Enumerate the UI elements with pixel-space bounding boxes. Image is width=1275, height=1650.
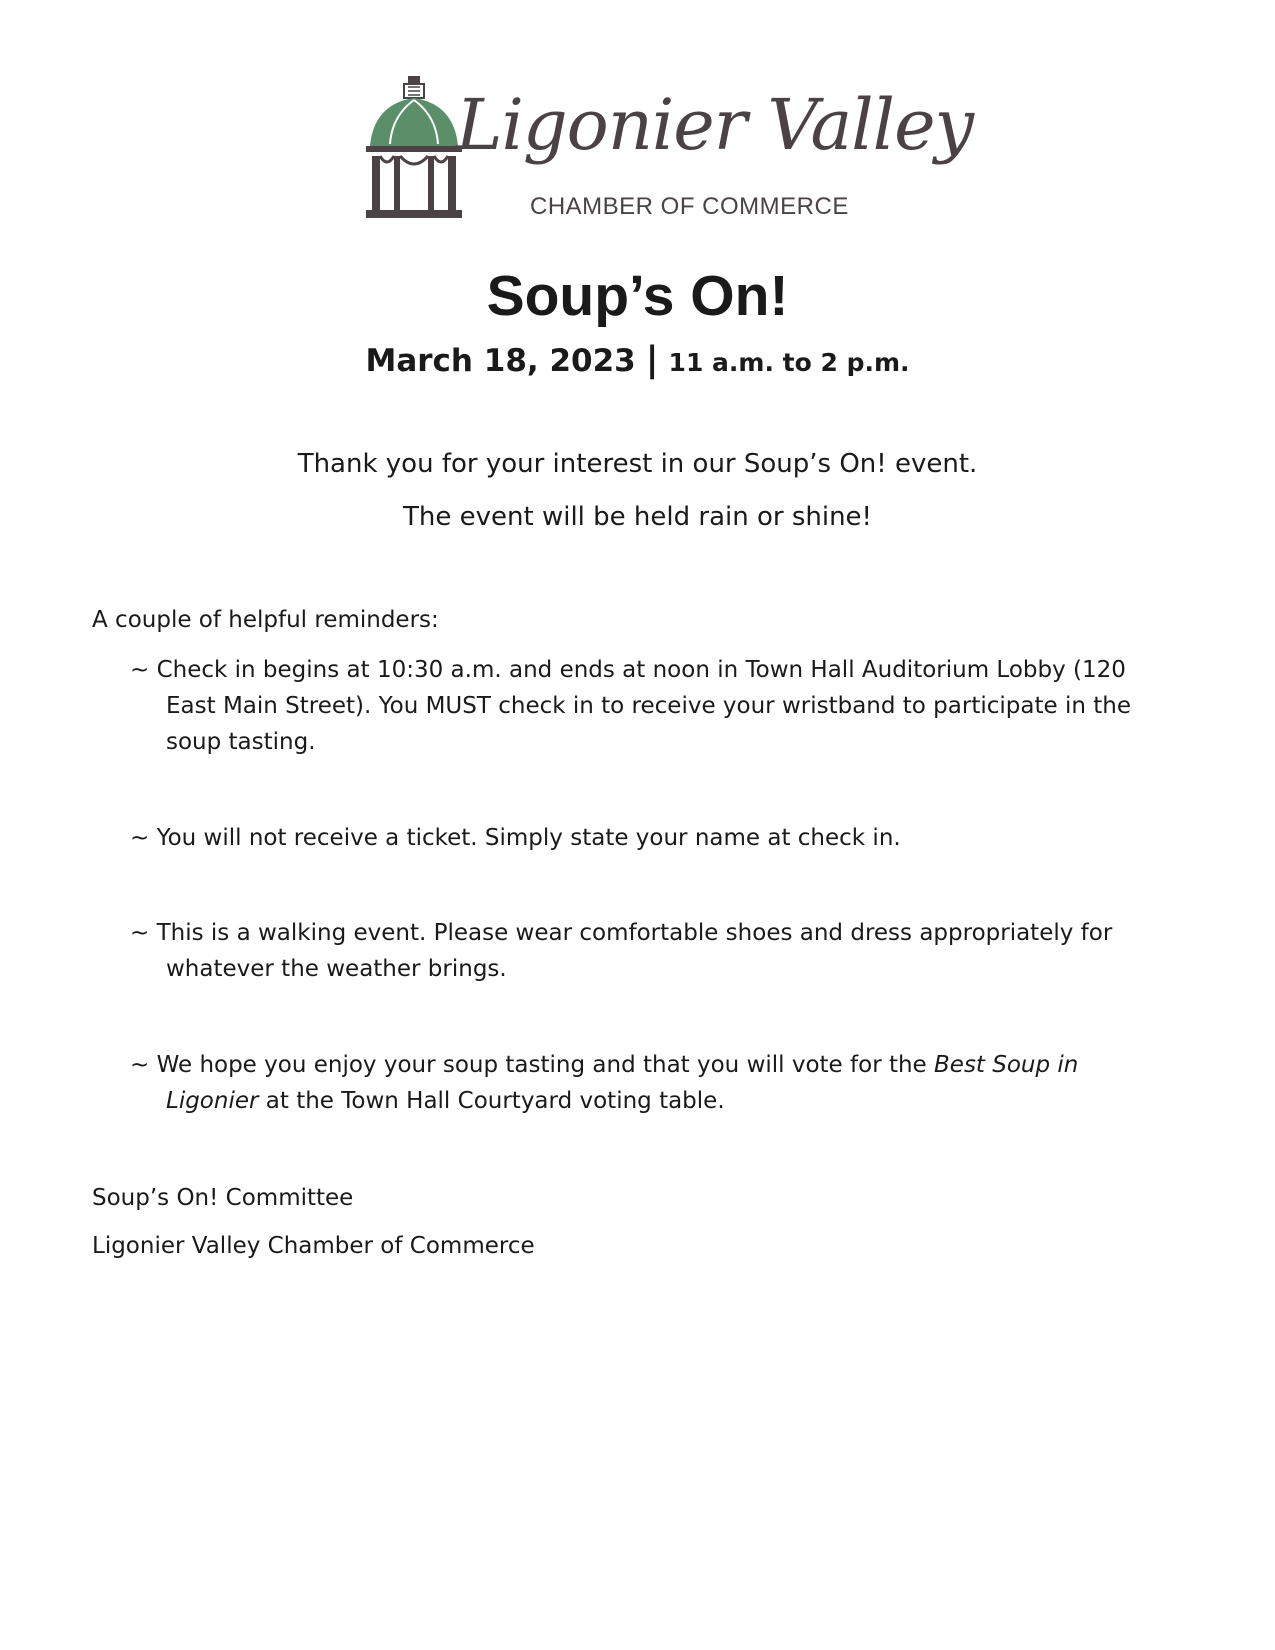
reminder-line: soup tasting. [166, 729, 316, 755]
chamber-logo [366, 76, 974, 226]
reminder-line: East Main Street). You MUST check in to receive your wristband to participate in the [166, 693, 1131, 719]
reminder-line: ~ This is a walking event. Please wear comfortable shoes and dress appropriately for [130, 920, 1113, 946]
reminder-line: ~ You will not receive a ticket. Simply state your name at check in. [130, 825, 901, 851]
logo-script-text: Ligonier Valley [456, 84, 974, 166]
intro-line-1: Thank you for your interest in our Soup’s On! event. [297, 449, 978, 479]
award-name-cont: Ligonier [166, 1088, 259, 1114]
intro-line-2: The event will be held rain or shine! [403, 502, 872, 532]
signature-organization: Ligonier Valley Chamber of Commerce [92, 1233, 535, 1259]
event-date-time [0, 340, 1275, 380]
event-time: 11 a.m. to 2 p.m. [668, 348, 910, 377]
reminder-line: ~ Check in begins at 10:30 a.m. and ends at noon in Town Hall Auditorium Lobby (120 [130, 657, 1126, 683]
reminder-line: whatever the weather brings. [166, 956, 507, 982]
reminder-line [130, 1047, 1170, 1083]
reminder-line [130, 1083, 1170, 1119]
reminder-text: ~ We hope you enjoy your soup tasting and that you will vote for the [130, 1052, 935, 1078]
reminder-item [130, 652, 1170, 760]
reminder-item [130, 1047, 1170, 1119]
reminder-item [130, 820, 1170, 856]
event-date: March 18, 2023 [365, 343, 636, 379]
date-separator: | [645, 340, 659, 380]
signature-committee: Soup’s On! Committee [92, 1185, 354, 1211]
reminder-text: at the Town Hall Courtyard voting table. [258, 1088, 725, 1114]
page-title: Soup’s On! [486, 264, 789, 328]
reminder-item [130, 915, 1170, 987]
award-name: Best Soup in [934, 1052, 1079, 1078]
reminders-heading: A couple of helpful reminders: [92, 607, 439, 633]
logo-subtitle: CHAMBER OF COMMERCE [530, 193, 849, 220]
